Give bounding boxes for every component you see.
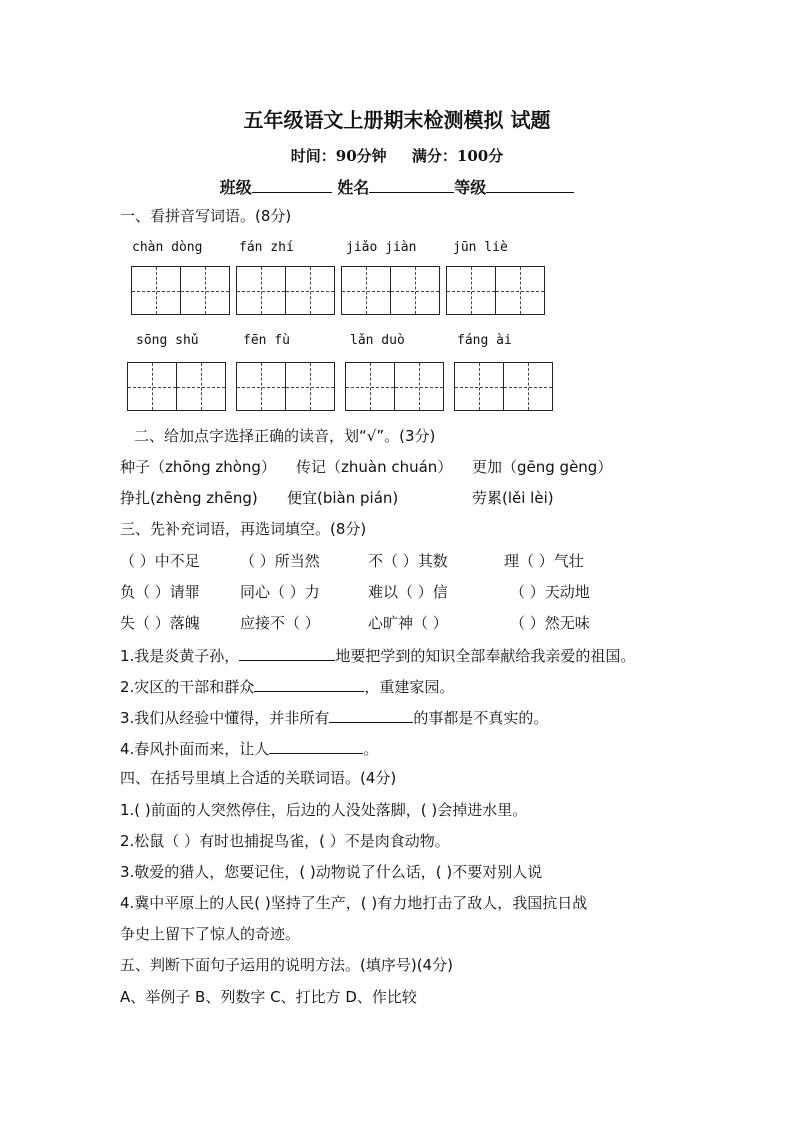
idiom-item: 心旷神（ ） bbox=[368, 614, 448, 632]
reading-item: 劳累(lěi lèi) bbox=[472, 489, 554, 507]
name-label: 姓名 bbox=[337, 178, 370, 197]
conjunction-question-cont: 争史上留下了惊人的奇迹。 bbox=[120, 925, 301, 943]
fill-question-1: 1.我是炎黄子孙， 地要把学到的知识全部奉献给我亲爱的祖国。 bbox=[120, 644, 635, 666]
writing-box[interactable] bbox=[446, 266, 545, 315]
reading-item: 传记（zhuàn chuán） bbox=[296, 458, 453, 476]
student-info-row bbox=[0, 175, 794, 198]
section4-heading: 四、在括号里填上合适的关联词语。(4分) bbox=[120, 769, 397, 787]
answer-blank[interactable] bbox=[254, 675, 364, 692]
grade-blank[interactable] bbox=[486, 176, 574, 193]
idiom-item: 失（ ）落魄 bbox=[120, 614, 200, 632]
pinyin-item: lǎn duò bbox=[350, 333, 405, 348]
answer-blank[interactable] bbox=[269, 737, 363, 754]
pinyin-item: fáng ài bbox=[457, 333, 512, 348]
conjunction-question: 1.( )前面的人突然停住，后边的人没处落脚，( )会掉进水里。 bbox=[120, 801, 528, 819]
conjunction-question: 4.冀中平原上的人民( )坚持了生产，( )有力地打击了敌人，我国抗日战 bbox=[120, 894, 588, 912]
fill-question-2: 2.灾区的干部和群众 ，重建家园。 bbox=[120, 675, 454, 697]
answer-blank[interactable] bbox=[239, 644, 335, 661]
section2-heading: 二、给加点字选择正确的读音，划“√”。(3分) bbox=[134, 427, 436, 445]
pinyin-row-1 bbox=[132, 240, 560, 255]
idiom-item: （ ）所当然 bbox=[240, 552, 320, 570]
answer-blank[interactable] bbox=[329, 706, 413, 723]
idiom-item: （ ）然无味 bbox=[510, 614, 590, 632]
writing-box[interactable] bbox=[131, 266, 230, 315]
pinyin-item: sōng shǔ bbox=[136, 333, 199, 348]
pinyin-item: jūn liè bbox=[453, 240, 508, 255]
writing-box[interactable] bbox=[454, 362, 553, 411]
grade-label: 等级 bbox=[454, 178, 487, 197]
page-title: 五年级语文上册期末检测模拟 试题 bbox=[243, 108, 551, 132]
writing-box[interactable] bbox=[236, 362, 335, 411]
idiom-item: 不（ ）其数 bbox=[368, 552, 448, 570]
idiom-item: （ ）中不足 bbox=[120, 552, 200, 570]
idiom-item: 难以（ ）信 bbox=[368, 583, 448, 601]
conjunction-question: 3.敬爱的猎人，您要记住，( )动物说了什么话，( )不要对别人说 bbox=[120, 863, 543, 881]
idiom-item: 应接不（ ） bbox=[240, 614, 320, 632]
class-label: 班级 bbox=[219, 178, 252, 197]
name-blank[interactable] bbox=[369, 176, 454, 193]
writing-box-row-1 bbox=[131, 266, 545, 315]
method-options: A、举例子 B、列数字 C、打比方 D、作比较 bbox=[120, 988, 417, 1006]
reading-item: 种子（zhōng zhòng） bbox=[120, 458, 276, 476]
section3-heading: 三、先补充词语，再选词填空。(8分) bbox=[120, 520, 367, 538]
fill-question-4: 4.春风扑面而来，让人 。 bbox=[120, 737, 378, 759]
writing-box[interactable] bbox=[236, 266, 335, 315]
exam-score: 满分：100分 bbox=[411, 147, 504, 165]
idiom-item: 理（ ）气壮 bbox=[504, 552, 584, 570]
writing-box[interactable] bbox=[345, 362, 444, 411]
pinyin-item: chàn dòng bbox=[132, 240, 203, 255]
reading-item: 更加（gēng gèng） bbox=[472, 458, 613, 476]
exam-meta bbox=[0, 145, 794, 166]
pinyin-row-2 bbox=[136, 333, 564, 348]
idiom-item: （ ）天动地 bbox=[510, 583, 590, 601]
writing-box-row-2 bbox=[127, 362, 553, 411]
idiom-item: 负（ ）请罪 bbox=[120, 583, 200, 601]
pinyin-item: fán zhí bbox=[239, 240, 294, 255]
idiom-item: 同心（ ）力 bbox=[240, 583, 320, 601]
fill-question-3: 3.我们从经验中懂得，并非所有 的事都是不真实的。 bbox=[120, 706, 548, 728]
section1-heading: 一、看拼音写词语。(8分) bbox=[120, 207, 292, 225]
writing-box[interactable] bbox=[127, 362, 226, 411]
pinyin-item: fēn fù bbox=[243, 333, 290, 348]
conjunction-question: 2.松鼠（ ）有时也捕捉鸟雀，( ）不是肉食动物。 bbox=[120, 832, 450, 850]
exam-time: 时间：90分钟 bbox=[290, 147, 387, 165]
reading-item: 便宜(biàn pián) bbox=[287, 489, 399, 507]
pinyin-item: jiǎo jiàn bbox=[346, 240, 417, 255]
class-blank[interactable] bbox=[252, 176, 332, 193]
section5-heading: 五、判断下面句子运用的说明方法。(填序号)(4分) bbox=[120, 956, 453, 974]
writing-box[interactable] bbox=[341, 266, 440, 315]
reading-item: 挣扎(zhèng zhēng) bbox=[120, 489, 258, 507]
